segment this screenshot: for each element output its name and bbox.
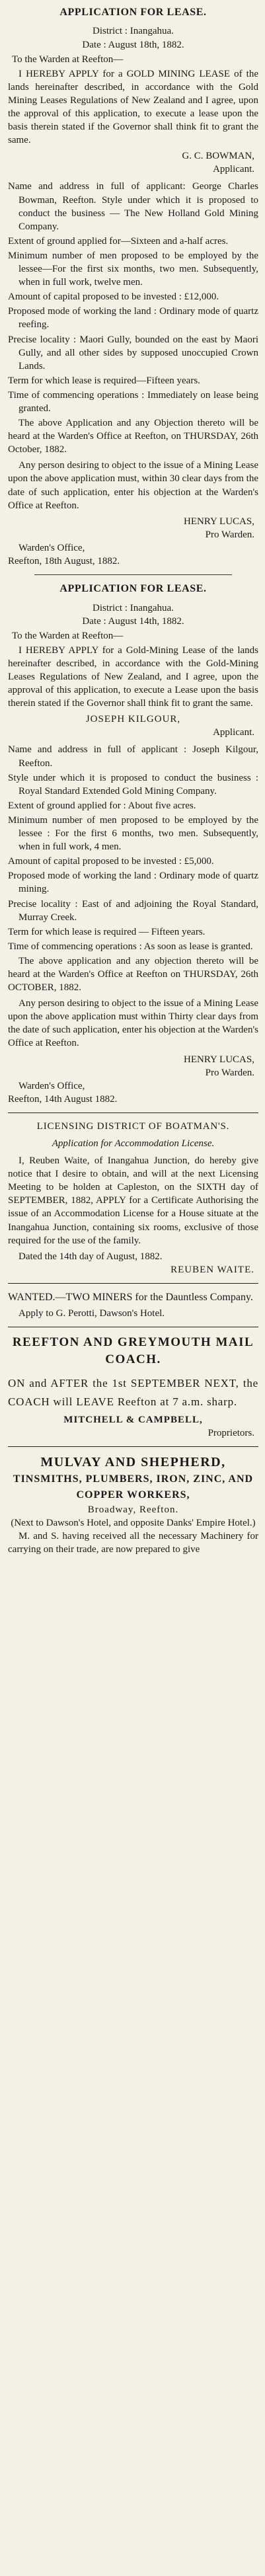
- lease-field: Name and address in full of applicant : Joseph Kilgour, Reefton.: [8, 744, 258, 769]
- proprietor-signature: MITCHELL & CAMPBELL,: [63, 1414, 203, 1425]
- license-body: I, Reuben Waite, of Inangahua Junction, do hereby give notice that I desire to obtain, and will at the next Licensing Meeting to be holden at Capleston, on the SIXTH day of SEPTEMBER, 1882, APPLY for a Certificate Authorising the issue of an Accommodation License for a House situate at the Inangahua Junction, containing six rooms, exclusive of those required for the use of the family.: [8, 1155, 258, 1246]
- date-line: Date : August 14th, 1882.: [82, 615, 184, 627]
- applicant-signature: G. C. BOWMAN,: [182, 151, 254, 162]
- applicant-signature: JOSEPH KILGOUR,: [85, 714, 181, 725]
- lease-field: Proposed mode of working the land : Ordinary mode of quartz reefing.: [8, 306, 258, 331]
- licensee-signature: REUBEN WAITE.: [170, 1264, 254, 1275]
- coach-body: ON and AFTER the 1st SEPTEMBER NEXT, the COACH will LEAVE Reefton at 7 a.m. sharp.: [8, 1377, 258, 1408]
- office-line: Warden's Office,: [19, 542, 85, 553]
- lease-field: Term for which lease is required—Fifteen years.: [8, 375, 200, 386]
- tinsmith-advertisement: [8, 1454, 258, 1556]
- warden-role: Pro Warden.: [205, 529, 254, 540]
- wanted-notice: [8, 1290, 258, 1321]
- application-body: I HEREBY APPLY for a Gold-Mining Lease of the lands hereinafter described, in accordance with the Gold-Mining Leases Regulations of New Zealand, and I agree, upon the approval of this application, to execute a Lease upon the basis therein stated if the Governor shall think fit to grant the same.: [8, 644, 258, 709]
- date-line: Date : August 18th, 1882.: [82, 39, 184, 50]
- divider: [34, 574, 232, 575]
- warden-role: Pro Warden.: [205, 1067, 254, 1078]
- lease-application-kilgour: [8, 582, 258, 1106]
- ad-heading: REEFTON AND GREYMOUTH MAIL COACH.: [12, 1335, 254, 1366]
- addressee: To the Warden at Reefton—: [12, 54, 124, 65]
- trades-line: TINSMITHS, PLUMBERS, IRON, ZINC, AND COPPER WORKERS,: [13, 1473, 254, 1501]
- wanted-apply: Apply to G. Perotti, Dawson's Hotel.: [19, 1308, 165, 1319]
- wanted-body: WANTED.—TWO MINERS for the Dauntless Company.: [8, 1291, 253, 1303]
- ad-heading: APPLICATION FOR LEASE.: [59, 7, 207, 18]
- warden-signature: HENRY LUCAS,: [184, 516, 254, 527]
- ad-subheading: Application for Accommodation License.: [52, 1138, 215, 1149]
- trade-body: M. and S. having received all the necessary Machinery for carrying on their trade, are now prepared to give: [8, 1530, 258, 1555]
- lease-field: Amount of capital proposed to be invested : £12,000.: [8, 292, 219, 303]
- lease-field: Time of commencing operations : As soon as lease is granted.: [8, 941, 253, 952]
- address-line: Broadway, Reefton.: [87, 1504, 179, 1515]
- lease-field: Extent of ground applied for : About five acres.: [8, 800, 196, 811]
- lease-field: Minimum number of men proposed to be employed by the lessee : For the first 6 months, two men. Subsequently, when in full work, 4 men.: [8, 814, 258, 853]
- lease-field: Amount of capital proposed to be invested : £5,000.: [8, 856, 214, 867]
- office-date: Reefton, 14th August 1882.: [8, 1093, 118, 1105]
- district-line: District : Inangahua.: [93, 26, 174, 37]
- office-line: Warden's Office,: [19, 1080, 85, 1091]
- lease-field: Proposed mode of working the land : Ordinary mode of quartz mining.: [8, 871, 258, 895]
- hearing-notice: The above application and any objection thereto will be heard at the Warden's Office at Reefton on THURSDAY, 26th OCTOBER, 1882.: [8, 955, 258, 994]
- ad-heading: LICENSING DISTRICT OF BOATMAN'S.: [36, 1120, 230, 1132]
- lease-application-bowman: [8, 5, 258, 568]
- warden-signature: HENRY LUCAS,: [184, 1054, 254, 1065]
- dated-line: Dated the 14th day of August, 1882.: [19, 1251, 163, 1262]
- office-date: Reefton, 18th August, 1882.: [8, 556, 120, 566]
- lease-field: Minimum number of men proposed to be employed by the lessee—For the first six months, two men. Subsequently, when in full work, twelve men.: [8, 250, 258, 288]
- lease-field: Precise locality : East of and adjoining the Royal Standard, Murray Creek.: [8, 898, 258, 923]
- lease-field: Precise locality : Maori Gully, bounded on the east by Maori Gully, and all other sides by supposed unoccupied Crown Lands.: [8, 334, 258, 371]
- lease-field: Term for which lease is required — Fifteen years.: [8, 926, 206, 937]
- lease-field: Name and address in full of applicant: George Charles Bowman, Reefton. Style under which it is proposed to conduct the business — The New Holland Gold Mining Company.: [8, 181, 258, 232]
- objection-notice: Any person desiring to object to the issue of a Mining Lease upon the above application must within Thirty clear days from the date of such application, enter his objection at the Warden's Office at Reefton.: [8, 998, 258, 1049]
- applicant-role: Applicant.: [213, 727, 254, 738]
- location-line: (Next to Dawson's Hotel, and opposite Danks' Empire Hotel.): [11, 1517, 256, 1528]
- divider: [8, 1446, 258, 1447]
- divider: [8, 1112, 258, 1113]
- licensing-notice: [8, 1120, 258, 1276]
- application-body: I HEREBY APPLY for a GOLD MINING LEASE of the lands hereinafter described, in accordance with the Gold Mining Leases Regulations of New Zealand and I agree, upon the approval of this application, to execute a lease upon the basis therein stated if the Governor shall think fit to grant the same.: [8, 68, 258, 146]
- ad-heading: MULVAY AND SHEPHERD,: [40, 1454, 226, 1469]
- divider: [8, 1283, 258, 1284]
- lease-field: Style under which it is proposed to conduct the business : Royal Standard Extended Gold Mining Company.: [8, 772, 258, 797]
- lease-field: Time of commencing operations : Immediately on lease being granted.: [8, 389, 258, 414]
- lease-field: Extent of ground applied for—Sixteen and a-half acres.: [8, 235, 229, 247]
- proprietor-role: Proprietors.: [208, 1427, 254, 1438]
- addressee: To the Warden at Reefton—: [12, 630, 124, 641]
- district-line: District : Inangahua.: [93, 602, 174, 613]
- objection-notice: Any person desiring to object to the issue of a Mining Lease upon the above application must, within 30 clear days from the date of such application, enter his objection at the Warden's Office at Reefton.: [8, 460, 258, 511]
- hearing-notice: The above Application and any Objection thereto will be heard at the Warden's Office at Reefton, on THURSDAY, 26th October, 1882.: [8, 418, 258, 455]
- mail-coach-notice: [8, 1334, 258, 1439]
- ad-heading: APPLICATION FOR LEASE.: [59, 583, 207, 595]
- applicant-role: Applicant.: [213, 164, 254, 175]
